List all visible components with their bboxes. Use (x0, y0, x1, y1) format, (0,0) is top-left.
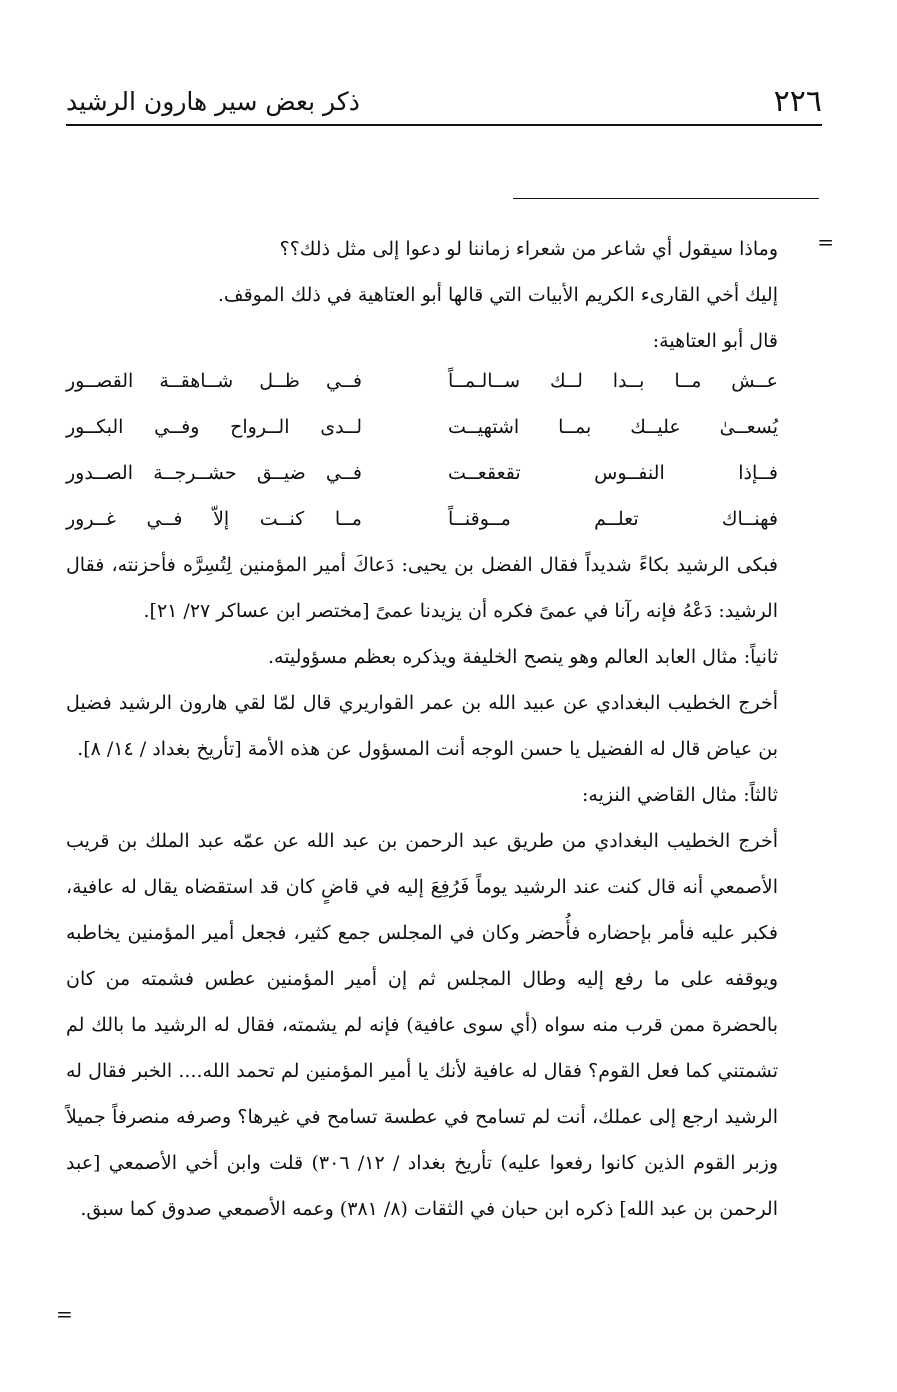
poet-attribution: قال أبو العتاهية: (652, 330, 778, 352)
section-heading-third: ثالثاً: مثال القاضي النزيه: (581, 784, 778, 806)
fudayl-paragraph: أخرج الخطيب البغدادي عن عبيد الله بن عمر القواريري قال لمّا لقي هارون الرشيد فضيل بن عياض قال له الفضيل يا حسن الوجه أنت المسؤول عن هذه الأمة [تأريخ بغداد / ١٤/ ٨]. (66, 692, 778, 760)
verse-line (66, 450, 778, 496)
verse-second-hemistich: مــا كنــت إلاّ فــي غــرور (66, 508, 362, 530)
verse-first-hemistich: فهنــاك تعلــم مــوقنــاً (448, 508, 778, 530)
verse-first-hemistich: فــإذا النفــوس تقعقعــت (448, 462, 778, 484)
rashid-weeping-paragraph: فبكى الرشيد بكاءً شديداً فقال الفضل بن يحيى: دَعاكَ أمير المؤمنين لِتُسِرَّه فأحزنته، فقال الرشيد: دَعْهُ فإنه رآنا في عمىً فكره أن يزيدنا عمىً [مختصر ابن عساكر ٢٧/ ٢١]. (66, 554, 778, 622)
intro-block (66, 226, 778, 364)
running-title: ذكر بعض سير هارون الرشيد (66, 87, 360, 116)
footnote-separator (513, 198, 819, 199)
judge-paragraph: أخرج الخطيب البغدادي من طريق عبد الرحمن بن عبد الله عن عمّه عبد الملك بن قريب الأصمعي أنه قال كنت عند الرشيد يوماً فَرُفِعَ إليه في قاضٍ كان قد استقضاه يقال له عافية، فكبر عليه فأمر بإحضاره فأُحضر وكان في المجلس جمع كثير، فجعل أمير المؤمنين يخاطبه ويوقفه على ما رفع إليه وطال المجلس ثم إن أمير المؤمنين عطس فشمته من كان بالحضرة ممن قرب منه سواه (أي سوى عافية) فإنه لم يشمته، فقال له الرشيد ما بالك لم تشمتني كما فعل القوم؟ فقال له عافية لأنك يا أمير المؤمنين لم تحمد الله.... الخبر فقال له الرشيد ارجع إلى عملك، أنت لم تسامح في عطسة تسامح في غيرها؟ وصرفه منصرفاً جميلاً وزبر القوم الذين كانوا رفعوا عليه) تأريخ بغداد / ١٢/ ٣٠٦) قلت وابن أخي الأصمعي [عبد الرحمن بن عبد الله] ذكره ابن حبان في الثقات (٨/ ٣٨١) وعمه الأصمعي صدوق كما سبق. (66, 830, 778, 1220)
verse-second-hemistich: فــي ظــل شــاهقــة القصــور (66, 370, 362, 392)
verse-second-hemistich: فــي ضيــق حشــرجــة الصــدور (66, 462, 362, 484)
page-number: ٢٢٦ (773, 84, 822, 119)
continuation-mark-bottom: = (56, 1302, 73, 1326)
page-header (66, 82, 822, 122)
body-block (66, 542, 778, 1232)
intro-question: وماذا سيقول أي شاعر من شعراء زماننا لو دعوا إلى مثل ذلك؟؟ (279, 238, 778, 260)
header-rule (66, 124, 822, 126)
verse-second-hemistich: لــدى الــرواح وفــي البكــور (66, 416, 362, 438)
verse-first-hemistich: عــش مــا بــدا لــك ســالـمــاً (448, 370, 778, 392)
verse-line (66, 496, 778, 542)
verse-first-hemistich: يُسعــىٰ عليــك بمــا اشتهيــت (448, 416, 778, 438)
verse-line (66, 358, 778, 404)
continuation-mark-top: = (817, 230, 834, 254)
intro-verses-lead: إليك أخي القارىء الكريم الأبيات التي قالها أبو العتاهية في ذلك الموقف. (217, 284, 778, 306)
verse-line (66, 404, 778, 450)
poem (66, 358, 778, 542)
section-heading-second: ثانياً: مثال العابد العالم وهو ينصح الخليفة ويذكره بعظم مسؤوليته. (267, 646, 778, 668)
